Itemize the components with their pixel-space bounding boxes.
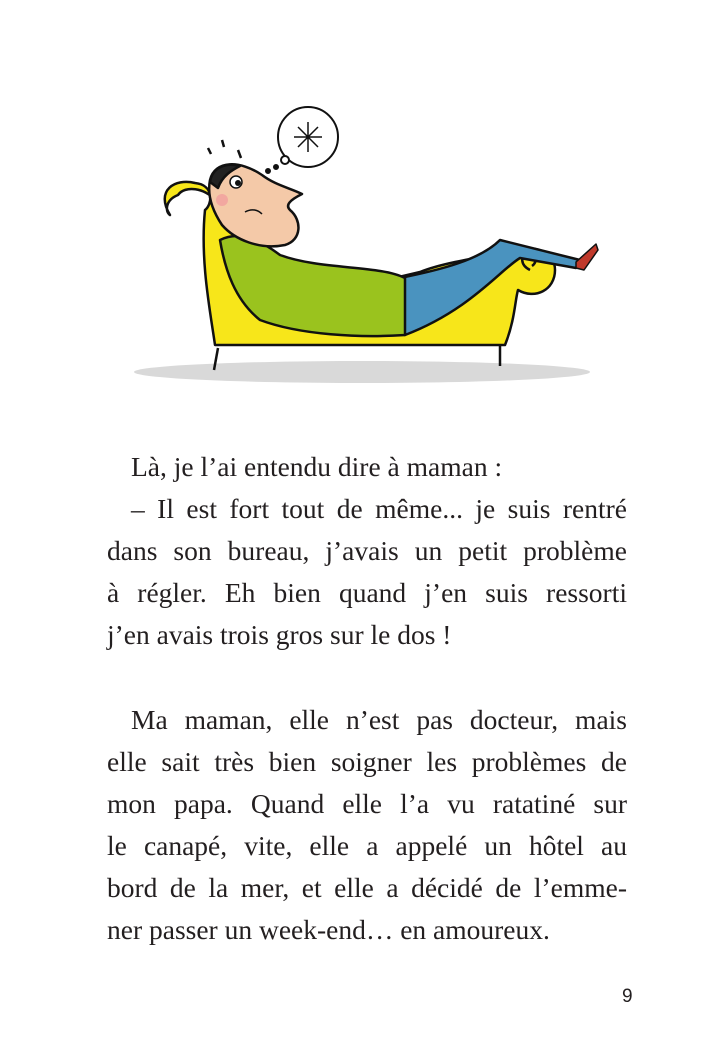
shoe [576,244,598,270]
text-line: elle sait très bien soigner les problèmes de [107,746,627,777]
illustration-man-on-sofa [0,0,726,400]
text-line: le canapé, vite, elle a appelé un hôtel au [107,830,627,861]
man [209,164,598,336]
text-line: j’en avais trois gros sur le dos ! [107,619,452,650]
text-line: dans son bureau, j’avais un petit problème [107,535,627,566]
text-line: Là, je l’ai entendu dire à maman : [131,451,503,482]
floor-shadow [134,361,590,383]
text-line: à régler. Eh bien quand j’en suis ressorti [107,577,627,608]
text-line: – Il est fort tout de même... je suis rentré [131,493,627,524]
text-line: Ma maman, elle n’est pas docteur, mais [131,704,627,735]
text-line: mon papa. Quand elle l’a vu ratatiné sur [107,788,627,819]
thought-bubble [208,107,338,173]
page-number: 9 [622,986,633,1007]
text-line: ner passer un week-end… en amoureux. [107,914,550,945]
text-line: bord de la mer, et elle a décidé de l’emme- [107,872,627,903]
